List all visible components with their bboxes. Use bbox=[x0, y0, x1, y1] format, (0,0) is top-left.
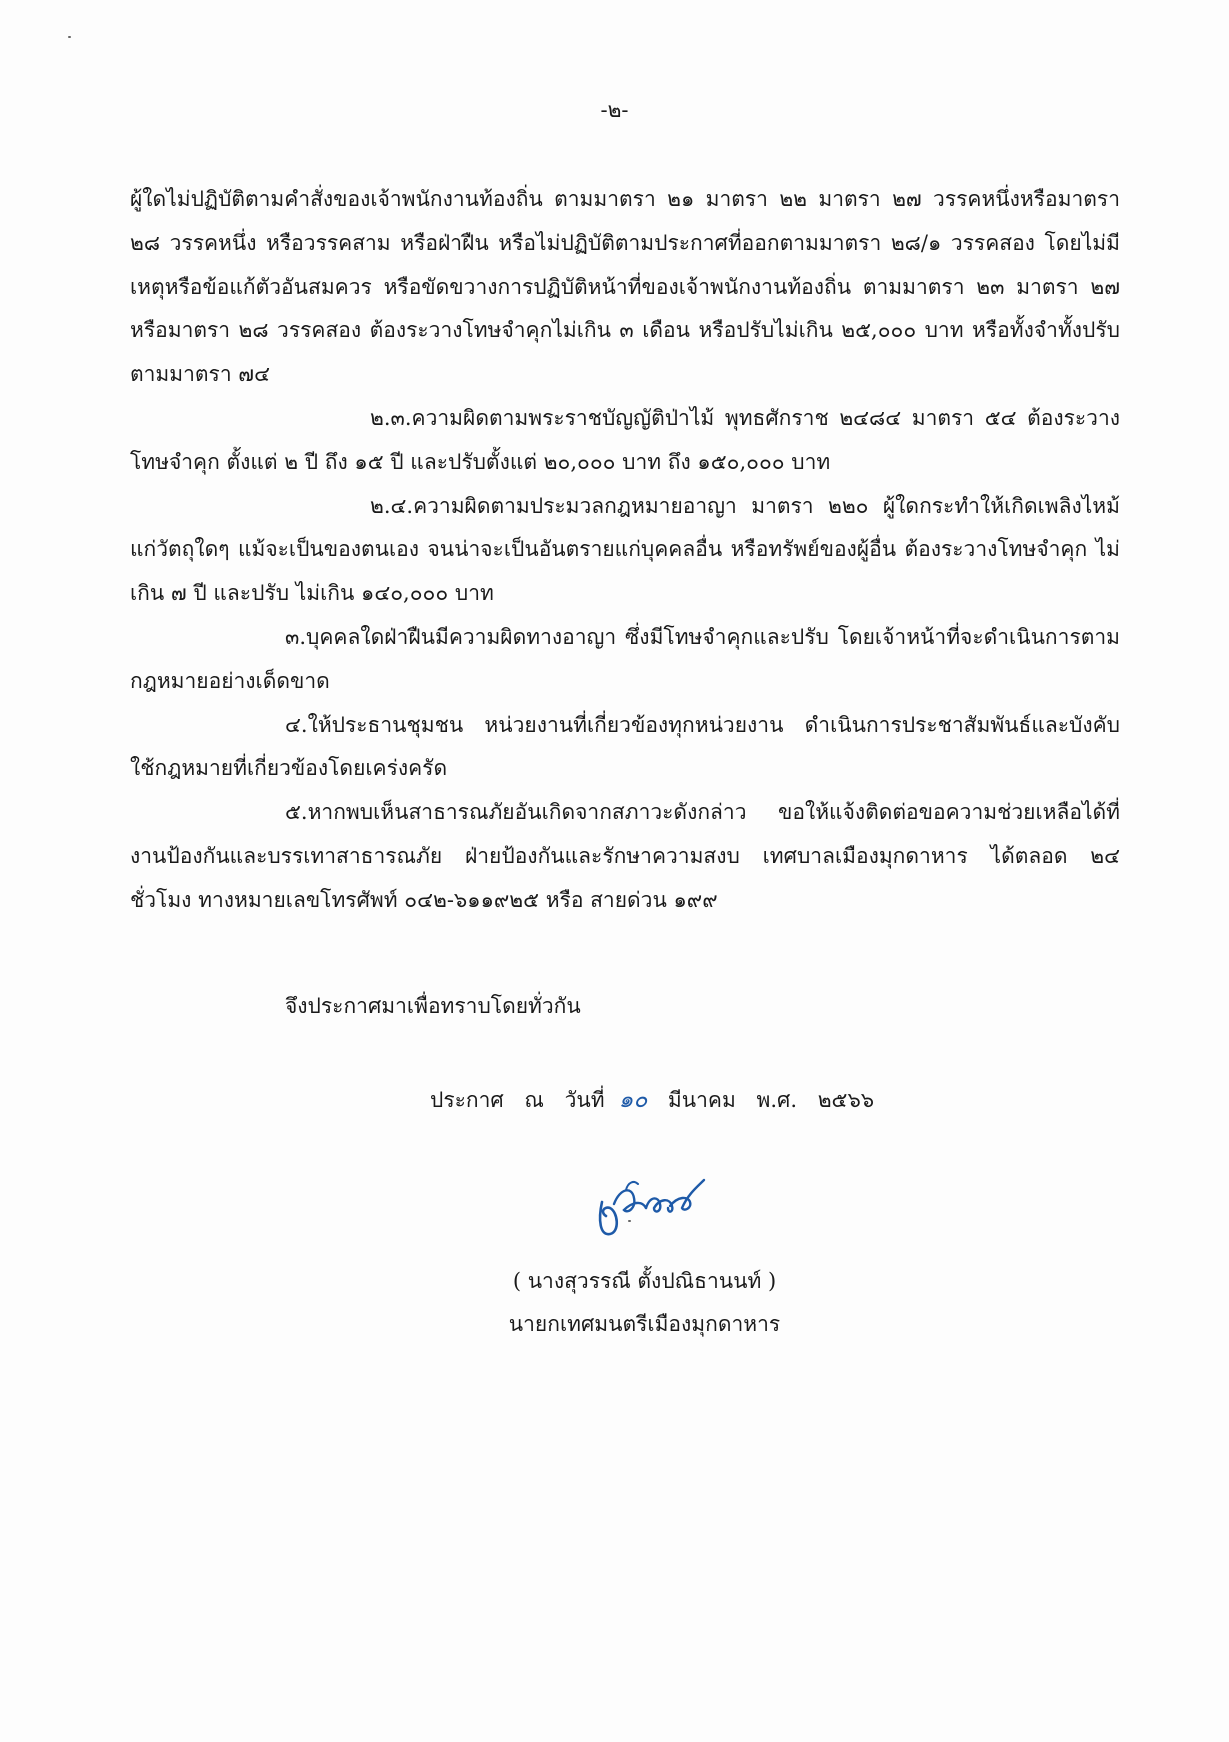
paragraph-continued: ผู้ใดไม่ปฏิบัติตามคำสั่งของเจ้าพนักงานท้องถิ่น ตามมาตรา ๒๑ มาตรา ๒๒ มาตรา ๒๗ วรรคหนึ่งหรือมาตรา ๒๘ วรรคหนึ่ง หรือวรรคสาม หรือฝ่าฝืน หรือไม่ปฏิบัติตามประกาศที่ออกตามมาตรา ๒๘/๑ วรรคสอง โดยไม่มีเหตุหรือข้อแก้ตัวอันสมควร หรือขัดขวางการปฏิบัติหน้าที่ของเจ้าพนักงานท้องถิ่น ตามมาตรา ๒๓ มาตรา ๒๗ หรือมาตรา ๒๘ วรรคสอง ต้องระวางโทษจำคุกไม่เกิน ๓ เดือน หรือปรับไม่เกิน ๒๕,๐๐๐ บาท หรือทั้งจำทั้งปรับ ตามมาตรา ๗๔ bbox=[130, 187, 1120, 387]
announce-year: ๒๕๖๖ bbox=[817, 1088, 875, 1112]
announce-day-label: วันที่ bbox=[564, 1088, 605, 1112]
announce-prefix: ประกาศ bbox=[430, 1088, 504, 1112]
announce-day: ๑๐ bbox=[618, 1087, 648, 1113]
announce-month: มีนาคม bbox=[667, 1088, 736, 1112]
handwritten-signature bbox=[580, 1162, 710, 1240]
closing-statement: จึงประกาศมาเพื่อทราบโดยทั่วกัน bbox=[285, 994, 581, 1018]
body-text bbox=[130, 178, 1120, 923]
signer-name: ( นางสุวรรณี ตั้งปณิธานนท์ ) bbox=[512, 1269, 777, 1293]
paragraph-5: ๕.หากพบเห็นสาธารณภัยอันเกิดจากสภาวะดังกล่าว ขอให้แจ้งติดต่อขอความช่วยเหลือได้ที่ งานป้องกันและบรรเทาสาธารณภัย ฝ่ายป้องกันและรักษาความสงบ เทศบาลเมืองมุกดาหาร ได้ตลอด ๒๔ ชั่วโมง ทางหมายเลขโทรศัพท์ ๐๔๒-๖๑๑๙๒๕ หรือ สายด่วน ๑๙๙ bbox=[130, 800, 1120, 912]
announce-at: ณ bbox=[524, 1088, 544, 1112]
page-number: -๒- bbox=[600, 98, 629, 122]
announcement-date bbox=[430, 1082, 888, 1118]
paragraph-3: ๓.บุคคลใดฝ่าฝืนมีความผิดทางอาญา ซึ่งมีโทษจำคุกและปรับ โดยเจ้าหน้าที่จะดำเนินการตาม กฎหมายอย่างเด็ดขาด bbox=[130, 624, 1120, 693]
paragraph-4: ๔.ให้ประธานชุมชน หน่วยงานที่เกี่ยวข้องทุกหน่วยงาน ดำเนินการประชาสัมพันธ์และบังคับ ใช้กฎหมายที่เกี่ยวข้องโดยเคร่งครัด bbox=[130, 712, 1120, 781]
signer-title: นายกเทศมนตรีเมืองมุกดาหาร bbox=[508, 1312, 781, 1336]
scan-speck bbox=[68, 36, 71, 38]
announce-era: พ.ศ. bbox=[756, 1088, 798, 1112]
paragraph-2-3: ๒.๓.ความผิดตามพระราชบัญญัติป่าไม้ พุทธศักราช ๒๔๘๔ มาตรา ๕๔ ต้องระวาง โทษจำคุก ตั้งแต่ ๒ ปี ถึง ๑๕ ปี และปรับตั้งแต่ ๒๐,๐๐๐ บาท ถึง ๑๕๐,๐๐๐ บาท bbox=[130, 405, 1120, 474]
paragraph-2-4: ๒.๔.ความผิดตามประมวลกฎหมายอาญา มาตรา ๒๒๐ ผู้ใดกระทำให้เกิดเพลิงไหม้ แก่วัตถุใดๆ แม้จะเป็นของตนเอง จนน่าจะเป็นอันตรายแก่บุคคลอื่น หรือทรัพย์ของผู้อื่น ต้องระวางโทษจำคุก ไม่เกิน ๗ ปี และปรับ ไม่เกิน ๑๔๐,๐๐๐ บาท bbox=[130, 493, 1120, 606]
